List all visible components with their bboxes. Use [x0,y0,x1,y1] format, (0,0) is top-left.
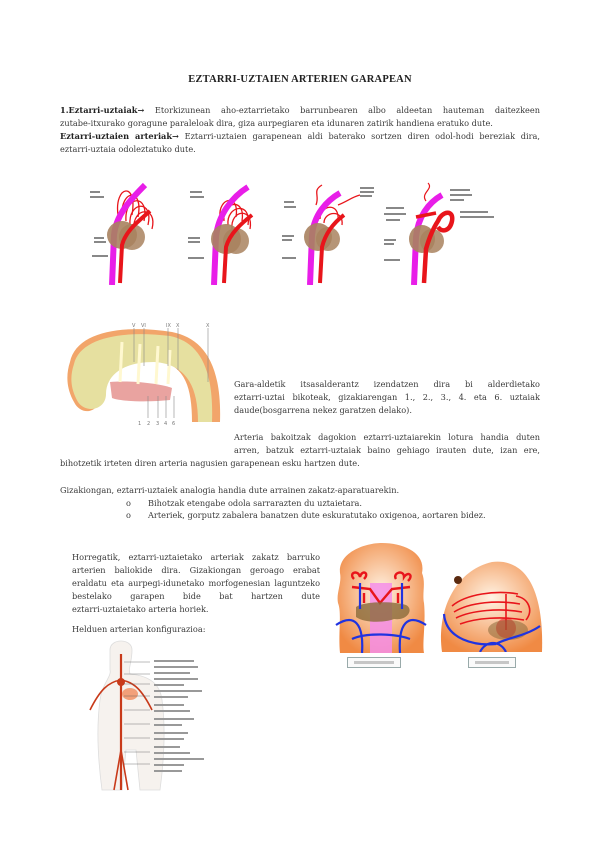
definition-paragraph-2-cont: eztarri-uztaia odoleztatuko dute. [60,144,196,154]
front-view-caption [347,657,401,668]
svg-text:1: 1 [138,421,142,427]
term-eztarri-uztaiak: 1.Eztarri-uztaiak [60,105,138,115]
side-view-caption [468,657,516,668]
arch-numbering-paragraph: Gara-aldetik itsasalderantz izendatzen dira bi alderdietako [234,379,540,389]
svg-text:X: X [206,323,210,329]
list-item: o Arteriek, gorputz zabalera banatzen dute eskuratutako oxigenoa, aortaren bidez. [126,510,486,521]
stage-4-diagram [384,183,494,285]
definition-paragraph-1-cont: zutabe-itxurako goragune paraleloak dira, giza aurpegiaren eta idunaren zatirik handiena eratuko dute. [60,118,493,128]
bullet-marker-icon: o [126,510,131,521]
arteries-paragraph-l3: bihotzetik irteten diren arteria nagusien garapenean esku hartzen dute. [60,458,360,468]
arch-numbering-paragraph-l3: daude(bosgarrena nekez garatzen delako). [234,405,412,415]
adult-config-label: Helduen arterian konfigurazioa: [72,624,206,634]
embryo-pharyngeal-arches-figure [62,322,227,427]
svg-text:VI: VI [141,323,146,329]
svg-text:6: 6 [172,421,176,427]
embryo-side-view-figure [436,560,550,652]
svg-text:2: 2 [147,421,151,427]
definition-paragraph-1: 1.Eztarri-uztaiak→ Etorkizunean aho-eztarrietako barrunbearen albo aldeetan hauteman daitezkeen [60,105,541,115]
definition-paragraph-2: Eztarri-uztaien arteriak→ Eztarri-uztaien garapenean aldi baterako sortzen diren odol-hodi bereziak dira, [60,131,541,141]
bullet-marker-icon: o [126,498,131,508]
arch-numbering-paragraph-l2: eztarri-uztai bikoteak, gizakiarengan 1., 2., 3., 4. eta 6. uztaiak [234,392,540,402]
therefore-paragraph-l5: eztarri-uztaietako arteria horiek. [72,604,209,614]
arrow-icon: → [137,105,145,115]
therefore-paragraph-l2: arterien baliokide dira. Gizakiongan geroago erabat [72,565,320,575]
cn-label: V [132,323,136,329]
aortic-arch-stages-figure [80,175,510,285]
svg-text:4: 4 [164,421,168,427]
therefore-paragraph-l3: eraldatu eta aurpegi-idunetako morfogenesian laguntzeko [72,578,320,588]
arteries-paragraph-l2: arren, batzuk eztarri-uztaiak baino gehiago irauten dute, izan ere, [234,445,540,455]
page-title: EZTARRI-UZTAIEN ARTERIEN GARAPEAN [188,74,412,85]
svg-text:3: 3 [156,421,160,427]
arteries-paragraph: Arteria bakoitzak dagokion eztarri-uztaiarekin lotura handia duten [234,432,540,442]
arrow-icon: → [172,131,179,141]
adult-arterial-system-figure [70,640,250,800]
therefore-paragraph: Horregatik, eztarri-uztaietako arteriak zakatz barruko [72,552,320,562]
fish-analogy-paragraph: Gizakiongan, eztarri-uztaiek analogia handia dute arrainen zakatz-aparatuarekin. [60,485,400,495]
stage-2-diagram [188,187,252,285]
stage-3-diagram [282,185,374,285]
therefore-paragraph-l4: bestelako garapen bide bat hartzen dute [72,591,320,601]
embryo-front-view-figure [334,543,429,653]
svg-text:X: X [176,323,180,329]
list-item: o Bihotzak etengabe odola sarrarazten du uztaietara. [126,498,362,508]
stage-1-diagram [90,185,153,285]
svg-text:IX: IX [166,323,171,329]
term-eztarri-uztaien-arteriak: Eztarri-uztaien arteriak [60,131,173,141]
fish-analogy-bullets [126,497,486,522]
